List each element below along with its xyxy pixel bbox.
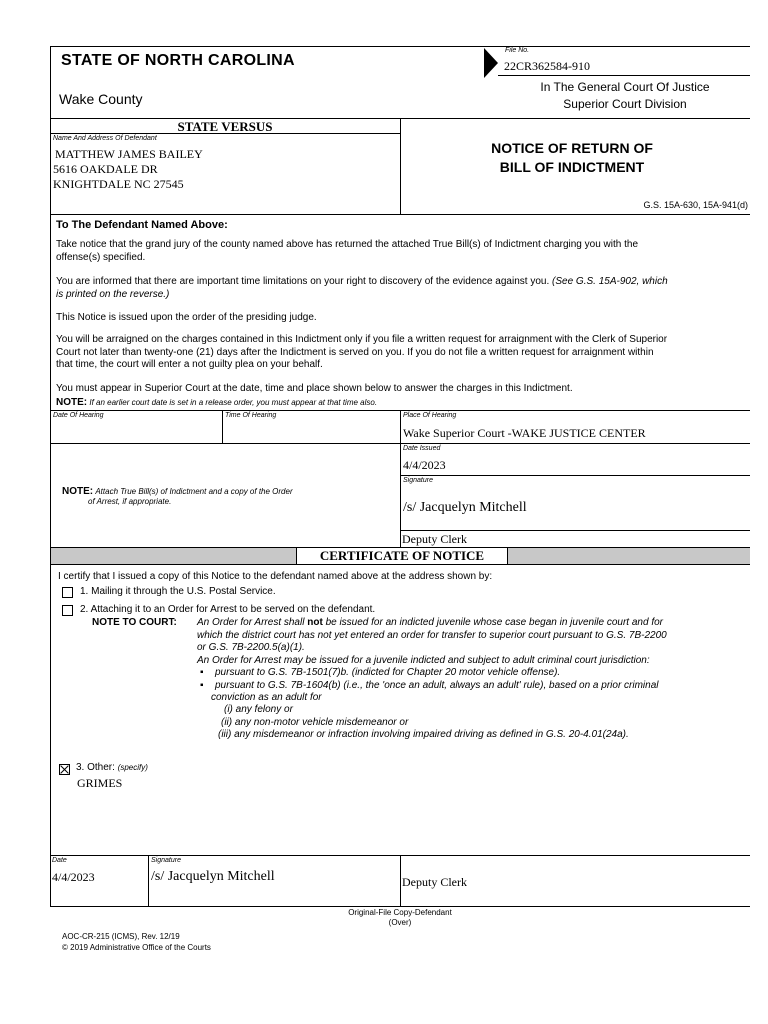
court-line-2: Superior Court Division [563,97,687,111]
state-title: STATE OF NORTH CAROLINA [61,52,295,69]
certificate-intro: I certify that I issued a copy of this Notice to the defendant named above at the address shown by: [58,571,493,582]
court-line-1: In The General Court Of Justice [540,80,710,94]
place-of-hearing: Wake Superior Court -WAKE JUSTICE CENTER [403,426,646,440]
note-to-court-text: An Order for Arrest shall not be issued for an indicted juvenile whose case began in juvenile court and for which the district court has not yet entered an order for transfer to superior court pursuant to G.S. 7B-2200 or G.S. 7B-2200.5(a)(1). An Order for Arrest may be issued for a juvenile indicted and subject to adult criminal court jurisdiction: [197,617,667,666]
form-title-line-1: NOTICE OF RETURN OF [491,140,653,156]
roman-list: (i) any felony or (ii) any non-motor vehicle misdemeanor or (iii) any misdemeanor or infraction involving impaired driving as defined in G.S. 20-4.01(24a). [218,704,629,740]
to-defendant-heading: To The Defendant Named Above: [56,219,228,231]
defendant-label: Name And Address Of Defendant [53,135,157,142]
note-to-court-label: NOTE TO COURT: [92,617,177,628]
option-order-for-arrest: 2. Attaching it to an Order for Arrest to be served on the defendant. [80,604,376,615]
state-versus-heading: STATE VERSUS [177,119,273,134]
option-mailing: 1. Mailing it through the U.S. Postal Service. [80,586,276,597]
release-order-note: NOTE: If an earlier court date is set in a release order, you must appear at that time also. [56,397,378,408]
certificate-title: CERTIFICATE OF NOTICE [319,548,485,563]
order-for-arrest-checkbox[interactable] [62,605,73,616]
footer-role: Deputy Clerk [402,875,467,889]
paragraph-5: You must appear in Superior Court at the date, time and place shown below to answer the charges in this Indictment. [56,383,573,394]
bullet-list: ▪ pursuant to G.S. 7B-1501(7)b. (indicted for Chapter 20 motor vehicle offense). ▪ pursuant to G.S. 7B-1604(b) (i.e., the 'once an adult, always an adult' rule), based on a prior criminal conviction as an adult for [200,667,659,703]
defendant-city: KNIGHTDALE NC 27545 [53,177,184,191]
file-no-arrow-icon [484,48,498,78]
other-value: GRIMES [77,776,123,790]
footer-date: 4/4/2023 [52,870,95,884]
copyright: © 2019 Administrative Office of the Courts [62,943,211,952]
file-number: 22CR362584-910 [504,59,591,73]
option-other: 3. Other: (specify) [76,762,148,773]
statute-reference: G.S. 15A-630, 15A-941(d) [643,200,748,210]
attach-note: NOTE: Attach True Bill(s) of Indictment and a copy of the Order of Arrest, if appropriate. [62,486,293,506]
copy-distribution: Original-File Copy-Defendant [348,908,452,917]
footer-signature: /s/ Jacquelyn Mitchell [151,869,275,884]
over-note: (Over) [388,918,412,927]
file-no-label: File No. [505,47,530,54]
date-issued: 4/4/2023 [403,458,446,472]
county-name: Wake County [59,91,143,107]
mailing-checkbox[interactable] [62,587,73,598]
time-of-hearing-label: Time Of Hearing [225,412,277,419]
date-of-hearing-label: Date Of Hearing [53,412,104,419]
paragraph-3: This Notice is issued upon the order of the presiding judge. [56,312,317,323]
clerk-role: Deputy Clerk [402,532,467,546]
paragraph-2: You are informed that there are important time limitations on your right to discovery of the evidence against you. (See G.S. 15A-902, which is printed on the reverse.) [56,276,668,300]
date-issued-label: Date Issued [403,445,441,452]
clerk-signature: /s/ Jacquelyn Mitchell [403,500,527,515]
defendant-street: 5616 OAKDALE DR [53,162,158,176]
footer-signature-label: Signature [151,857,181,864]
form-title-line-2: BILL OF INDICTMENT [499,159,645,175]
form-number: AOC-CR-215 (ICMS), Rev. 12/19 [62,932,180,941]
paragraph-1: Take notice that the grand jury of the county named above has returned the attached True Bill(s) of Indictment charging you with the offense(s) specified. [56,239,639,263]
paragraph-4: You will be arraigned on the charges contained in this Indictment only if you file a written request for arraignment with the Clerk of Superior Court not later than twenty-one (21) days after the Indictment is served on you. If you do not file a written request for arraignment within that time, the court will enter a not guilty plea on your behalf. [56,334,668,370]
defendant-name: MATTHEW JAMES BAILEY [55,147,203,161]
other-checkbox[interactable] [59,764,70,775]
footer-date-label: Date [52,857,67,864]
signature-label: Signature [403,477,433,484]
place-of-hearing-label: Place Of Hearing [403,412,457,419]
